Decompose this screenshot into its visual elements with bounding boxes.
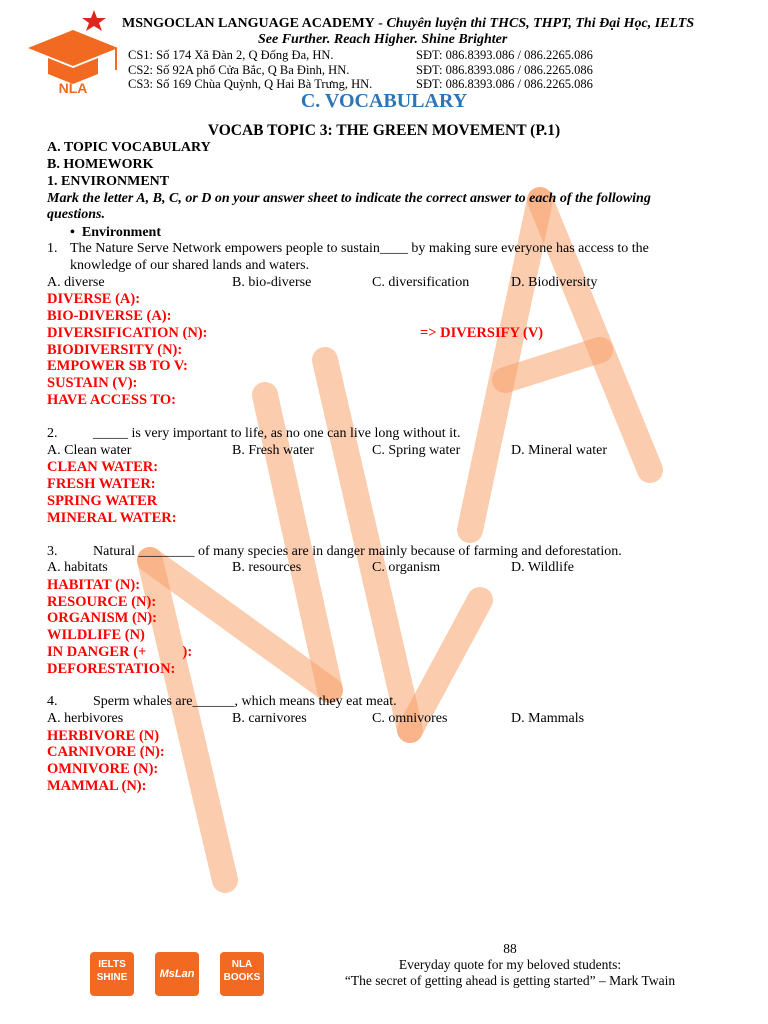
question-text: _____ is very important to life, as no one can live long without it.	[93, 426, 461, 441]
bullet-dot-icon: •	[70, 225, 82, 240]
question-number: 1.	[47, 241, 58, 256]
quote-intro: Everyday quote for my beloved students:	[398, 957, 622, 972]
option-a[interactable]: A. Clean water	[47, 443, 132, 458]
vocab-entry: MAMMAL (N):	[47, 778, 147, 794]
question-number: 3.	[47, 544, 58, 559]
bullet-label: Environment	[81, 225, 161, 240]
academy-name: MSNGOCLAN LANGUAGE ACADEMY	[122, 16, 375, 31]
vocab-entry: SUSTAIN (V):	[47, 375, 138, 391]
option-d[interactable]: D. Mammals	[511, 711, 585, 726]
vocab-entry: HABITAT (N):	[47, 577, 141, 593]
vocab-entry: SPRING WATER	[47, 493, 158, 509]
vocab-entry: BIODIVERSITY (N):	[47, 342, 183, 358]
quote-text: “The secret of getting ahead is getting started” – Mark Twain	[344, 973, 676, 988]
branch-phone: SĐT: 086.8393.086 / 086.2265.086	[416, 77, 593, 91]
section-title: C. VOCABULARY	[300, 90, 468, 112]
option-a[interactable]: A. diverse	[47, 275, 105, 290]
nla-logo	[18, 8, 128, 96]
question-number: 4.	[47, 694, 58, 709]
mslan-logo	[155, 952, 199, 996]
vocab-extra: => DIVERSIFY (V)	[420, 325, 544, 341]
option-c[interactable]: C. organism	[372, 560, 441, 575]
option-b[interactable]: B. Fresh water	[232, 443, 315, 458]
question-number: 2.	[47, 426, 58, 441]
page-number: 88	[503, 941, 517, 956]
heading-topic-vocabulary: A. TOPIC VOCABULARY	[47, 140, 211, 155]
topic-title: VOCAB TOPIC 3: THE GREEN MOVEMENT (P.1)	[207, 122, 561, 139]
vocab-entry: RESOURCE (N):	[47, 594, 157, 610]
instruction-line-1: Mark the letter A, B, C, or D on your answer sheet to indicate the correct answer to each of the following	[47, 191, 651, 206]
option-c[interactable]: C. diversification	[372, 275, 470, 290]
option-c[interactable]: C. Spring water	[372, 443, 461, 458]
vocab-entry: CARNIVORE (N):	[47, 744, 165, 760]
vocab-entry: DEFORESTATION:	[47, 661, 176, 677]
vocab-entry: FRESH WATER:	[47, 476, 156, 492]
option-b[interactable]: B. carnivores	[232, 711, 307, 726]
vocab-entry: HERBIVORE (N)	[47, 728, 160, 744]
option-d[interactable]: D. Biodiversity	[511, 275, 598, 290]
option-b[interactable]: B. bio-diverse	[232, 275, 312, 290]
vocab-entry: EMPOWER SB TO V:	[47, 358, 188, 374]
heading-homework: B. HOMEWORK	[47, 157, 154, 172]
vocab-entry: HAVE ACCESS TO:	[47, 392, 176, 408]
logo-label: IELTS SHINE	[96, 959, 128, 983]
vocab-entry: IN DANGER (+ ):	[47, 644, 193, 660]
branch-1	[128, 48, 593, 63]
logo-label: NLA BOOKS	[223, 959, 261, 983]
option-a[interactable]: A. habitats	[47, 560, 108, 575]
question-text: Natural ________ of many species are in danger mainly because of farming and deforestation.	[93, 544, 622, 559]
branch-2	[128, 63, 593, 78]
bullet-environment	[70, 225, 161, 241]
vocab-entry: BIO-DIVERSE (A):	[47, 308, 172, 324]
vocab-entry: DIVERSIFICATION (N):	[47, 325, 208, 341]
academy-tagline: - Chuyên luyện thi THCS, THPT, Thi Đại Học, IELTS	[374, 16, 695, 31]
vocab-entry: CLEAN WATER:	[47, 459, 159, 475]
vocab-entry: ORGANISM (N):	[47, 610, 157, 626]
nla-books-logo	[220, 952, 264, 996]
vocab-entry: WILDLIFE (N)	[47, 627, 145, 643]
logo-label: MsLan	[159, 968, 195, 980]
question-text: The Nature Serve Network empowers people to sustain____ by making sure everyone has access to the	[70, 241, 649, 256]
academy-slogan: See Further. Reach Higher. Shine Brighter	[258, 32, 508, 47]
branch-phone: SĐT: 086.8393.086 / 086.2265.086	[416, 48, 593, 62]
option-b[interactable]: B. resources	[232, 560, 302, 575]
option-d[interactable]: D. Wildlife	[511, 560, 574, 575]
option-a[interactable]: A. herbivores	[47, 711, 124, 726]
academy-title	[122, 16, 694, 32]
question-text: Sperm whales are______, which means they eat meat.	[93, 694, 397, 709]
instruction-line-2: questions.	[47, 207, 105, 222]
question-text-cont: knowledge of our shared lands and waters.	[70, 258, 310, 273]
logo-text: NLA	[58, 80, 88, 96]
branch-address: CS2: Số 92A phố Cửa Bắc, Q Ba Đình, HN.	[128, 63, 350, 77]
vocab-entry: MINERAL WATER:	[47, 510, 177, 526]
branch-address: CS1: Số 174 Xã Đàn 2, Q Đống Đa, HN.	[128, 48, 334, 62]
heading-environment: 1. ENVIRONMENT	[47, 174, 170, 189]
branch-address: CS3: Số 169 Chùa Quỳnh, Q Hai Bà Trưng, HN.	[128, 77, 373, 91]
ielts-shine-logo	[90, 952, 134, 996]
vocab-entry: DIVERSE (A):	[47, 291, 141, 307]
vocab-entry: OMNIVORE (N):	[47, 761, 159, 777]
option-d[interactable]: D. Mineral water	[511, 443, 608, 458]
option-c[interactable]: C. omnivores	[372, 711, 448, 726]
branch-phone: SĐT: 086.8393.086 / 086.2265.086	[416, 63, 593, 77]
